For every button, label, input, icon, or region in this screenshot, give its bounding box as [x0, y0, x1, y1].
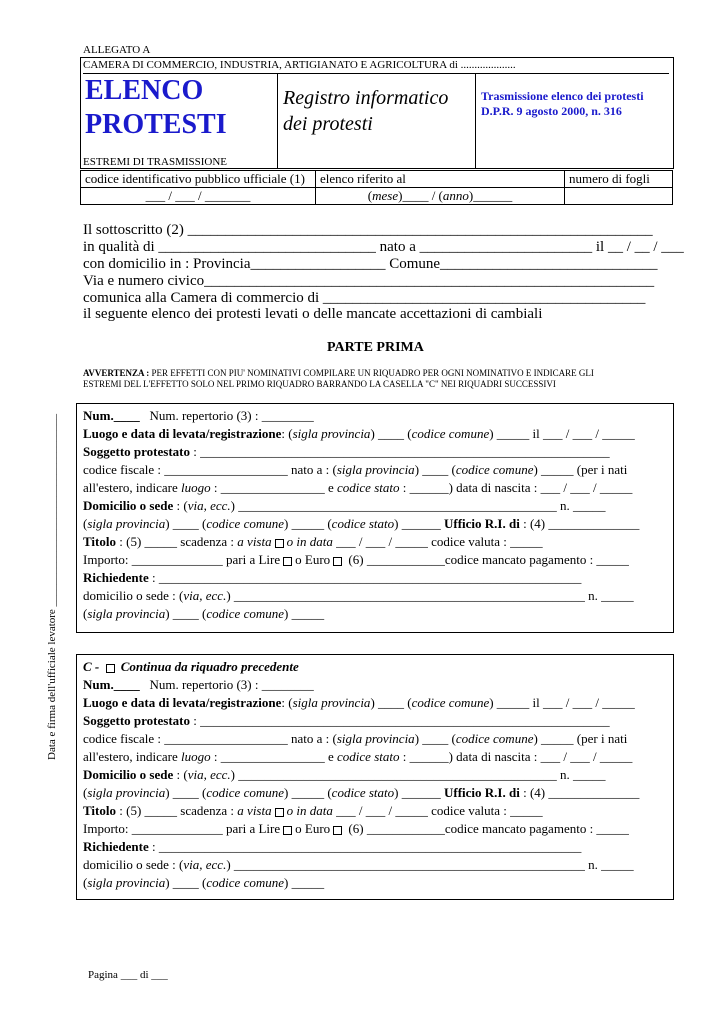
- side-signature-label: Data e firma dell'ufficiale levatore ___________________________________: [46, 413, 58, 760]
- importo-row[interactable]: Importo: ______________ pari a Lire o Euro (6) ____________codice mancato pagamento : _____: [83, 552, 629, 567]
- num-row[interactable]: Num.____ Num. repertorio (3) : ________: [83, 408, 314, 423]
- domicilio-richiedente-row[interactable]: domicilio o sede : (via, ecc.) ______________________________________________________ n. _____: [83, 588, 634, 603]
- luogo-row[interactable]: Luogo e data di levata/registrazione: (sigla provincia) ____ (codice comune) _____ il ___ / ___ / _____: [83, 426, 635, 441]
- codice-fiscale-row[interactable]: codice fiscale : ___________________ nato a : (sigla provincia) ____ (codice comune) _____ (per i nati: [83, 462, 628, 477]
- titolo-row[interactable]: Titolo : (5) _____ scadenza : a vista o in data ___ / ___ / _____ codice valuta : _____: [83, 534, 543, 549]
- parte-prima-heading: PARTE PRIMA: [327, 340, 424, 355]
- sigla-ufficio-row[interactable]: (sigla provincia) ____ (codice comune) _____ (codice stato) ______ Ufficio R.I. di : (4) ______________: [83, 516, 640, 531]
- numero-fogli-field[interactable]: [565, 188, 673, 205]
- euro-checkbox[interactable]: [333, 826, 342, 835]
- camera-line: CAMERA DI COMMERCIO, INDUSTRIA, ARTIGIANATO E AGRICOLTURA di ....................: [83, 59, 669, 74]
- richiedente-row[interactable]: Richiedente : _________________________________________________________________: [83, 570, 582, 585]
- qualita-line[interactable]: in qualità di _____________________________ nato a _______________________ il __ / __ / ___: [83, 239, 684, 255]
- registro-line1: Registro informatico: [283, 87, 449, 109]
- registro-line2: dei protesti: [283, 113, 373, 135]
- trasm-line1: Trasmissione elenco dei protesti: [481, 89, 644, 103]
- estremi-table: [80, 170, 673, 205]
- luogo-row[interactable]: Luogo e data di levata/registrazione: (sigla provincia) ____ (codice comune) _____ il ___ / ___ / _____: [83, 695, 635, 710]
- elenco-line: il seguente elenco dei protesti levati o delle mancate accettazioni di cambiali: [83, 306, 543, 322]
- estremi-col3: numero di fogli: [565, 171, 673, 188]
- titolo-row[interactable]: Titolo : (5) _____ scadenza : a vista o in data ___ / ___ / _____ codice valuta : _____: [83, 803, 543, 818]
- camera-commercio-line[interactable]: comunica alla Camera di commercio di ___________________________________________: [83, 290, 646, 306]
- estremi-col1: codice identificativo pubblico ufficiale (1): [81, 171, 316, 188]
- allegato-label: ALLEGATO A: [83, 44, 151, 56]
- page-title-line1: ELENCO: [85, 75, 204, 106]
- estremi-col2: elenco riferito al: [316, 171, 565, 188]
- avvertenza: AVVERTENZA : PER EFFETTI CON PIU' NOMINATIVI COMPILARE UN RIQUADRO PER OGNI NOMINATIVO E INDICARE GLI ESTREMI DEL L'EFFETTO SOLO NEL PRIMO RIQUADRO BARRANDO LA CASELLA "C" NEI RIQUADRI SUCCESSIVI: [83, 368, 594, 389]
- lire-checkbox[interactable]: [283, 557, 292, 566]
- domicilio-richiedente-row[interactable]: domicilio o sede : (via, ecc.) ______________________________________________________ n. _____: [83, 857, 634, 872]
- registro-cell: [277, 73, 476, 168]
- sottoscritto-line[interactable]: Il sottoscritto (2) ______________________________________________________________: [83, 222, 653, 238]
- elenco-riferito-field[interactable]: (mese)____ / (anno)______: [316, 188, 565, 205]
- page-title-line2: PROTESTI: [85, 109, 227, 140]
- richiedente-row[interactable]: Richiedente : _________________________________________________________________: [83, 839, 582, 854]
- header-box: [80, 57, 674, 169]
- continua-checkbox[interactable]: [106, 664, 115, 673]
- riquadro-1: [76, 403, 674, 633]
- euro-checkbox[interactable]: [333, 557, 342, 566]
- a-vista-checkbox[interactable]: [275, 808, 284, 817]
- estero-row[interactable]: all'estero, indicare luogo : ________________ e codice stato : ______) data di nascita : ___ / ___ / _____: [83, 749, 633, 764]
- codice-identificativo-field[interactable]: ___ / ___ / _______: [81, 188, 316, 205]
- importo-row[interactable]: Importo: ______________ pari a Lire o Euro (6) ____________codice mancato pagamento : _____: [83, 821, 629, 836]
- sigla-richiedente-row[interactable]: (sigla provincia) ____ (codice comune) _____: [83, 606, 325, 621]
- soggetto-row[interactable]: Soggetto protestato : _______________________________________________________________: [83, 713, 610, 728]
- domicilio-row[interactable]: Domicilio o sede : (via, ecc.) _________________________________________________ n. _____: [83, 498, 606, 513]
- estremi-heading: ESTREMI DI TRASMISSIONE: [83, 156, 228, 168]
- a-vista-checkbox[interactable]: [275, 539, 284, 548]
- domicilio-row[interactable]: Domicilio o sede : (via, ecc.) _________________________________________________ n. _____: [83, 767, 606, 782]
- page-footer: Pagina ___ di ___: [88, 969, 168, 981]
- via-line[interactable]: Via e numero civico____________________________________________________________: [83, 273, 655, 289]
- sigla-richiedente-row[interactable]: (sigla provincia) ____ (codice comune) _____: [83, 875, 325, 890]
- trasm-line2: D.P.R. 9 agosto 2000, n. 316: [481, 104, 622, 118]
- domicilio-line[interactable]: con domicilio in : Provincia__________________ Comune_____________________________: [83, 256, 658, 272]
- codice-fiscale-row[interactable]: codice fiscale : ___________________ nato a : (sigla provincia) ____ (codice comune) _____ (per i nati: [83, 731, 628, 746]
- riquadro-2: [76, 654, 674, 900]
- continua-row[interactable]: C - Continua da riquadro precedente: [83, 659, 299, 674]
- title-cell: [81, 73, 278, 168]
- sigla-ufficio-row[interactable]: (sigla provincia) ____ (codice comune) _____ (codice stato) ______ Ufficio R.I. di : (4) ______________: [83, 785, 640, 800]
- soggetto-row[interactable]: Soggetto protestato : _______________________________________________________________: [83, 444, 610, 459]
- lire-checkbox[interactable]: [283, 826, 292, 835]
- num-row[interactable]: Num.____ Num. repertorio (3) : ________: [83, 677, 314, 692]
- estero-row[interactable]: all'estero, indicare luogo : ________________ e codice stato : ______) data di nascita : ___ / ___ / _____: [83, 480, 633, 495]
